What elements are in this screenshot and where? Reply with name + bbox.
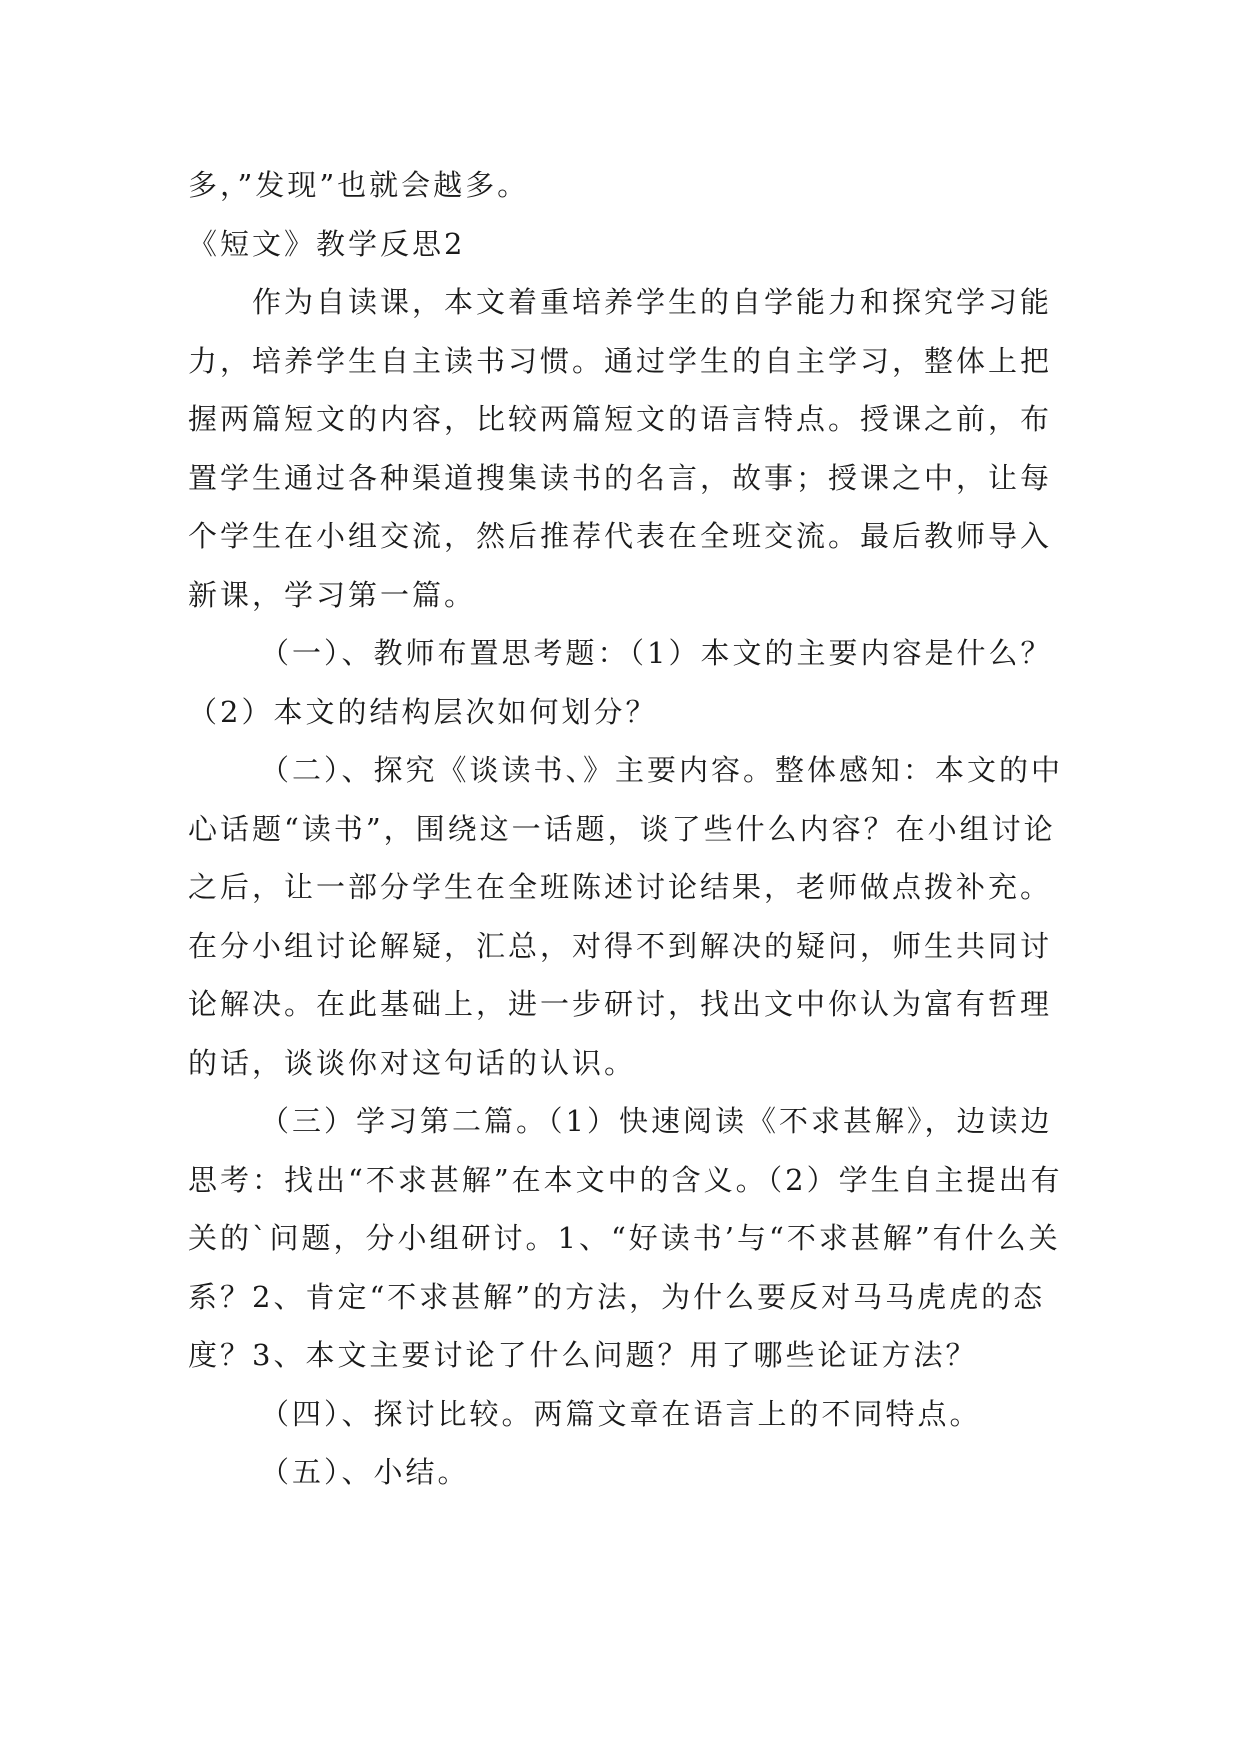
paragraph-section-2: （二）、探究《谈读书、》主要内容。整体感知：本文的中心话题“读书”，围绕这一话题，谈了些什么内容？在小组讨论之后，让一部分学生在全班陈述讨论结果，老师做点拨补充。在分小组讨论解疑，汇总，对得不到解决的疑问，师生共同讨论解决。在此基础上，进一步研讨，找出文中你认为富有哲理的话，谈谈你对这句话的认识。 [188,753,1064,1080]
paragraph-section-4: （四）、探讨比较。两篇文章在语言上的不同特点。 [260,1396,982,1431]
document-body [188,156,1068,1502]
paragraph-section-3: （三）学习第二篇。（1）快速阅读《不求甚解》，边读边思考：找出“不求甚解”在本文中的含义。（2）学生自主提出有关的`问题，分小组研讨。1、“好读书’与“不求甚解”有什么关系？2、肯定“不求甚解”的方法，为什么要反对马马虎虎的态度？3、本文主要讨论了什么问题？用了哪些论证方法？ [188,1104,1063,1372]
section-title: 《短文》教学反思2 [188,226,466,261]
paragraph-section-5: （五）、小结。 [260,1455,470,1489]
intro-paragraph: 作为自读课，本文着重培养学生的自学能力和探究学习能力，培养学生自主读书习惯。通过学生的自主学习，整体上把握两篇短文的内容，比较两篇短文的语言特点。授课之前，布置学生通过各种渠道搜集读书的名言，故事；授课之中，让每个学生在小组交流，然后推荐代表在全班交流。最后教师导入新课，学习第一篇。 [188,285,1053,612]
continuation-line: 多，”发现”也就会越多。 [188,168,530,202]
paragraph-section-1: （一）、教师布置思考题：（1）本文的主要内容是什么？（2）本文的结构层次如何划分？ [188,636,1053,729]
